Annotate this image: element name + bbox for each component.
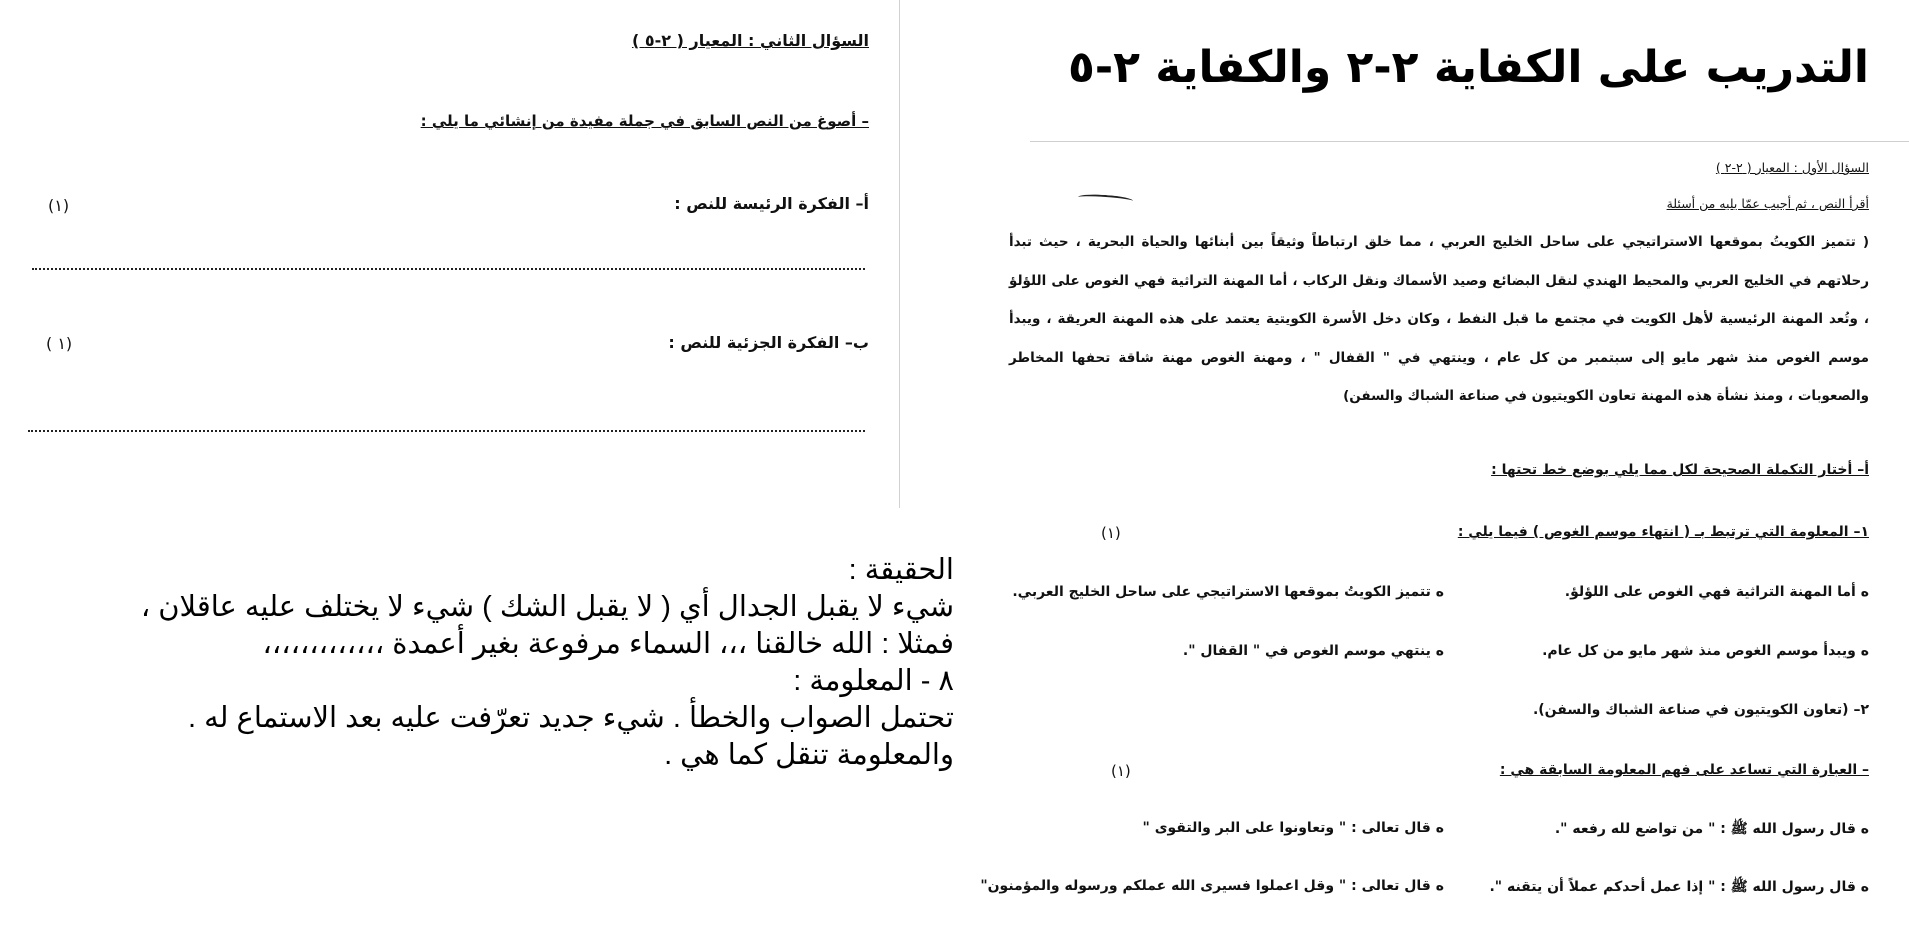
q1-1-mark: (١) xyxy=(1101,524,1121,542)
q1-3-option[interactable]: ه قال رسول الله ﷺ : " إذا عمل أحدكم عملاً أن يتقنه ". xyxy=(1489,879,1869,895)
item-b-label: ب– الفكرة الجزئية للنص : xyxy=(668,333,869,352)
fact-line: فمثلا : الله خالقنا ،،، السماء مرفوعة بغير أعمدة ،،،،،،،،،،،،، xyxy=(262,628,954,660)
fact-line: ٨ - المعلومة : xyxy=(793,665,954,697)
item-a-answer-line[interactable] xyxy=(32,268,865,270)
page-title: التدريب على الكفاية ٢-٢ والكفاية ٢-٥ xyxy=(1067,42,1869,93)
title-rule xyxy=(1030,141,1909,142)
fact-line: شيء لا يقبل الجدال أي ( لا يقبل الشك ) شيء لا يختلف عليه عاقلان ، xyxy=(140,591,954,623)
q2-heading: السؤال الثاني : المعيار ( ٢-٥ ) xyxy=(631,31,869,50)
q1-1-text: ١– المعلومة التي ترتبط بـ ( انتهاء موسم الغوص ) فيما يلي : xyxy=(1457,524,1869,540)
q1-3-mark: (١) xyxy=(1111,762,1131,780)
q1-1-option[interactable]: ه ويبدأ موسم الغوص منذ شهر مايو من كل عام. xyxy=(1542,643,1869,659)
section-a-heading: أ– أختار التكملة الصحيحة لكل مما يلي بوضع خط تحتها : xyxy=(1491,462,1869,478)
item-b-mark: ( ١) xyxy=(46,334,73,353)
q1-3-option[interactable]: ه قال تعالى : " وقل اعملوا فسيرى الله عملكم ورسوله والمؤمنون" xyxy=(980,878,1444,894)
q1-1-option[interactable]: ه تتميز الكويتُ بموقعها الاستراتيجي على ساحل الخليج العربي. xyxy=(1012,584,1444,600)
item-b-answer-line[interactable] xyxy=(28,430,865,432)
reading-passage: ( تتميز الكويتُ بموقعها الاستراتيجي على ساحل الخليج العربي ، مما خلق ارتباطاً وثيقاً بين أبنائها والحياة البحرية ، حيث تبدأ رحلاتهم في الخليج العربي والمحيط الهندي لنقل البضائع وصيد الأسماك ونقل الركاب ، أما المهنة التراثية فهي الغوص على اللؤلؤ ، وتُعد المهنة الرئيسية لأهل الكويت في مجتمع ما قبل النفط ، وكان دخل الأسرة الكويتية يعتمد على هذه المهنة العريقة ، ويبدأ موسم الغوص منذ شهر مايو إلى سبتمبر من كل عام ، وينتهي في " القفال " ، ومهنة الغوص مهنة شاقة تحفها المخاطر والصعوبات ، ومنذ نشأة هذه المهنة تعاون الكويتيون في صناعة الشباك والسفن) xyxy=(1009,234,1869,404)
q1-1-option[interactable]: ه ينتهي موسم الغوص في " القفال ". xyxy=(1182,643,1444,659)
q1-3-option[interactable]: ه قال رسول الله ﷺ : " من تواضع لله رفعه ". xyxy=(1554,821,1869,837)
item-a-label: أ– الفكرة الرئيسة للنص : xyxy=(674,194,869,213)
fact-line: الحقيقة : xyxy=(848,554,954,586)
q1-3-text: – العبارة التي تساعد على فهم المعلومة السابقة هي : xyxy=(1499,762,1869,778)
fact-line: تحتمل الصواب والخطأ . شيء جديد تعرّفت عليه بعد الاستماع له . xyxy=(187,702,954,734)
q1-3-option[interactable]: ه قال تعالى : " وتعاونوا على البر والتقوى " xyxy=(1142,820,1444,836)
q1-1-option[interactable]: ه أما المهنة التراثية فهي الغوص على اللؤلؤ. xyxy=(1564,584,1869,600)
item-a-mark: (١) xyxy=(48,196,70,215)
pen-stroke xyxy=(1078,193,1133,205)
q1-2-text: ٢– (تعاون الكويتيون في صناعة الشباك والسفن). xyxy=(1532,702,1869,718)
q2-instruction: – أصوغ من النص السابق في جملة مفيدة من إنشائي ما يلي : xyxy=(420,112,869,130)
q1-instruction: أقرأ النص ، ثم أجيب عمّا يليه من أسئلة xyxy=(1666,196,1869,211)
fact-line: والمعلومة تنقل كما هي . xyxy=(664,739,954,771)
fact-note xyxy=(14,552,954,774)
q1-heading: السؤال الأول : المعيار ( ٢-٢ ) xyxy=(1715,160,1869,175)
page-divider xyxy=(899,0,900,508)
